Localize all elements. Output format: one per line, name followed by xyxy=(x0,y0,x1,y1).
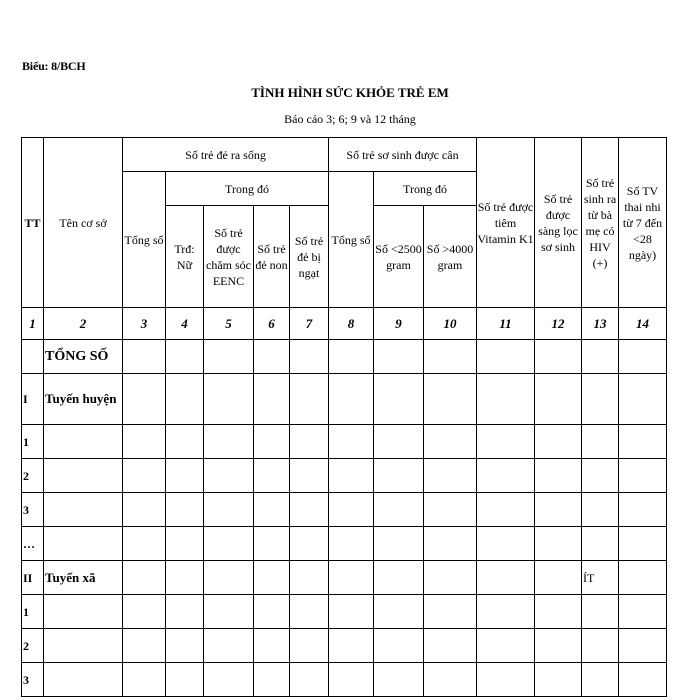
row-cell xyxy=(290,340,329,374)
header-tong-so-2: Tổng số xyxy=(329,172,374,308)
row-tt: I xyxy=(22,374,44,425)
header-trong-do-2: Trong đó xyxy=(374,172,477,206)
row-cell xyxy=(535,595,582,629)
row-cell xyxy=(329,340,374,374)
row-cell xyxy=(290,425,329,459)
row-cell xyxy=(254,561,290,595)
row-cell xyxy=(374,527,424,561)
row-cell xyxy=(477,340,535,374)
row-cell-col13 xyxy=(582,595,619,629)
row-cell xyxy=(166,561,204,595)
header-duoi-2500: Số <2500 gram xyxy=(374,206,424,308)
row-cell xyxy=(619,340,667,374)
row-cell xyxy=(254,459,290,493)
row-cell xyxy=(535,374,582,425)
row-cell xyxy=(619,629,667,663)
row-cell-col13 xyxy=(582,527,619,561)
row-cell xyxy=(290,493,329,527)
row-cell xyxy=(254,595,290,629)
row-cell xyxy=(166,663,204,697)
row-cell xyxy=(329,459,374,493)
row-cell xyxy=(424,595,477,629)
column-number: 10 xyxy=(424,308,477,340)
row-name: TỔNG SỐ xyxy=(44,340,123,374)
row-name xyxy=(44,527,123,561)
row-cell xyxy=(290,527,329,561)
row-cell xyxy=(166,493,204,527)
row-cell xyxy=(204,340,254,374)
row-cell xyxy=(424,629,477,663)
row-cell xyxy=(166,629,204,663)
row-name xyxy=(44,629,123,663)
row-cell xyxy=(123,527,166,561)
row-cell xyxy=(329,425,374,459)
column-number: 13 xyxy=(582,308,619,340)
row-cell-col13 xyxy=(582,425,619,459)
row-cell xyxy=(123,374,166,425)
row-cell xyxy=(424,561,477,595)
row-cell xyxy=(290,374,329,425)
child-health-report-table xyxy=(21,137,667,697)
header-ten-co-so: Tên cơ sở xyxy=(44,138,123,308)
row-cell xyxy=(254,374,290,425)
row-cell xyxy=(619,527,667,561)
header-de-non: Số trẻ đẻ non xyxy=(254,206,290,308)
row-cell xyxy=(535,493,582,527)
row-cell xyxy=(204,459,254,493)
row-cell xyxy=(329,629,374,663)
column-number: 12 xyxy=(535,308,582,340)
row-cell xyxy=(166,425,204,459)
table-row xyxy=(22,459,667,493)
row-cell xyxy=(477,425,535,459)
row-cell xyxy=(204,561,254,595)
table-row xyxy=(22,595,667,629)
table-row xyxy=(22,340,667,374)
row-cell xyxy=(374,595,424,629)
row-cell xyxy=(329,527,374,561)
column-number: 14 xyxy=(619,308,667,340)
row-cell xyxy=(204,493,254,527)
header-sang-loc-so-sinh: Số trẻ được sàng lọc sơ sinh xyxy=(535,138,582,308)
row-cell-col13: ÍT xyxy=(582,561,619,595)
row-cell xyxy=(477,663,535,697)
row-cell xyxy=(424,527,477,561)
table-row xyxy=(22,527,667,561)
header-tong-so-1: Tổng số xyxy=(123,172,166,308)
row-tt: 3 xyxy=(22,663,44,697)
row-tt: 3 xyxy=(22,493,44,527)
header-eenc: Số trẻ được chăm sóc EENC xyxy=(204,206,254,308)
row-cell xyxy=(123,340,166,374)
row-cell-col13 xyxy=(582,663,619,697)
row-cell xyxy=(123,561,166,595)
row-cell xyxy=(290,629,329,663)
row-cell xyxy=(123,663,166,697)
row-cell xyxy=(166,374,204,425)
row-cell-col13 xyxy=(582,493,619,527)
report-subtitle: Báo cáo 3; 6; 9 và 12 tháng xyxy=(284,112,416,126)
row-cell xyxy=(123,595,166,629)
row-cell xyxy=(535,629,582,663)
row-cell xyxy=(535,663,582,697)
row-cell xyxy=(204,595,254,629)
row-name: Tuyến huyện xyxy=(44,374,123,425)
row-cell xyxy=(166,459,204,493)
table-row xyxy=(22,629,667,663)
row-cell xyxy=(374,340,424,374)
row-cell xyxy=(535,425,582,459)
row-cell xyxy=(374,629,424,663)
table-row xyxy=(22,663,667,697)
row-cell xyxy=(254,629,290,663)
row-tt: 1 xyxy=(22,595,44,629)
row-cell xyxy=(619,595,667,629)
row-cell-col13 xyxy=(582,374,619,425)
row-cell xyxy=(374,561,424,595)
row-cell xyxy=(374,493,424,527)
header-de-bi-ngat: Số trẻ đẻ bị ngạt xyxy=(290,206,329,308)
row-cell xyxy=(424,663,477,697)
column-number: 11 xyxy=(477,308,535,340)
row-cell xyxy=(123,459,166,493)
row-cell xyxy=(619,493,667,527)
row-name xyxy=(44,459,123,493)
row-cell xyxy=(204,527,254,561)
row-cell-col13 xyxy=(582,459,619,493)
row-cell-col13 xyxy=(582,629,619,663)
table-row xyxy=(22,561,667,595)
row-name xyxy=(44,663,123,697)
column-number: 5 xyxy=(204,308,254,340)
row-cell xyxy=(477,374,535,425)
header-so-tre-so-sinh-duoc-can: Số trẻ sơ sinh được cân xyxy=(329,138,477,172)
row-name xyxy=(44,493,123,527)
row-cell xyxy=(204,374,254,425)
row-tt: II xyxy=(22,561,44,595)
row-cell xyxy=(374,663,424,697)
header-trong-do-1: Trong đó xyxy=(166,172,329,206)
row-cell xyxy=(204,629,254,663)
header-tren-4000: Số >4000 gram xyxy=(424,206,477,308)
column-number: 4 xyxy=(166,308,204,340)
row-cell xyxy=(424,374,477,425)
row-cell xyxy=(290,561,329,595)
row-cell xyxy=(204,425,254,459)
form-code: Biểu: 8/BCH xyxy=(22,59,86,73)
report-title: TÌNH HÌNH SỨC KHỎE TRẺ EM xyxy=(251,85,449,100)
row-cell-col13 xyxy=(582,340,619,374)
row-cell xyxy=(535,527,582,561)
row-cell xyxy=(166,595,204,629)
row-cell xyxy=(535,340,582,374)
row-cell xyxy=(424,340,477,374)
header-tre-nu: Trđ: Nữ xyxy=(166,206,204,308)
row-cell xyxy=(477,527,535,561)
column-number: 7 xyxy=(290,308,329,340)
row-cell xyxy=(290,595,329,629)
row-cell xyxy=(254,493,290,527)
row-cell xyxy=(619,374,667,425)
table-row xyxy=(22,425,667,459)
column-number: 3 xyxy=(123,308,166,340)
row-name: Tuyến xã xyxy=(44,561,123,595)
column-number: 6 xyxy=(254,308,290,340)
row-cell xyxy=(424,425,477,459)
header-tt: TT xyxy=(22,138,44,308)
row-tt: … xyxy=(22,527,44,561)
row-cell xyxy=(374,374,424,425)
row-cell xyxy=(329,595,374,629)
column-number: 1 xyxy=(22,308,44,340)
row-cell xyxy=(123,493,166,527)
header-tv-thai-nhi: Số TV thai nhi từ 7 đến <28 ngày) xyxy=(619,138,667,308)
row-cell xyxy=(254,425,290,459)
row-cell xyxy=(329,374,374,425)
row-name xyxy=(44,425,123,459)
row-tt xyxy=(22,340,44,374)
header-tiem-vitamin-k1: Số trẻ được tiêm Vitamin K1 xyxy=(477,138,535,308)
row-cell xyxy=(123,629,166,663)
column-number: 8 xyxy=(329,308,374,340)
row-cell xyxy=(535,459,582,493)
row-cell xyxy=(424,493,477,527)
row-cell xyxy=(254,527,290,561)
row-cell xyxy=(619,663,667,697)
column-number: 2 xyxy=(44,308,123,340)
row-cell xyxy=(166,340,204,374)
row-cell xyxy=(477,561,535,595)
header-so-tre-de-ra-song: Số trẻ đẻ ra sống xyxy=(123,138,329,172)
row-cell xyxy=(166,527,204,561)
row-tt: 2 xyxy=(22,629,44,663)
row-cell xyxy=(619,459,667,493)
table-row xyxy=(22,493,667,527)
row-cell xyxy=(535,561,582,595)
row-cell xyxy=(477,493,535,527)
row-cell xyxy=(254,663,290,697)
row-cell xyxy=(329,493,374,527)
row-cell xyxy=(374,459,424,493)
column-number: 9 xyxy=(374,308,424,340)
row-cell xyxy=(477,629,535,663)
row-tt: 2 xyxy=(22,459,44,493)
row-tt: 1 xyxy=(22,425,44,459)
row-cell xyxy=(204,663,254,697)
row-cell xyxy=(477,459,535,493)
row-cell xyxy=(424,459,477,493)
row-cell xyxy=(329,663,374,697)
row-name xyxy=(44,595,123,629)
row-cell xyxy=(477,595,535,629)
row-cell xyxy=(329,561,374,595)
row-cell xyxy=(290,459,329,493)
row-cell xyxy=(123,425,166,459)
row-cell xyxy=(254,340,290,374)
header-sinh-ra-tu-me-hiv: Số trẻ sinh ra từ bà mẹ có HIV (+) xyxy=(582,138,619,308)
row-cell xyxy=(619,425,667,459)
table-row xyxy=(22,374,667,425)
row-cell xyxy=(374,425,424,459)
row-cell xyxy=(290,663,329,697)
row-cell xyxy=(619,561,667,595)
